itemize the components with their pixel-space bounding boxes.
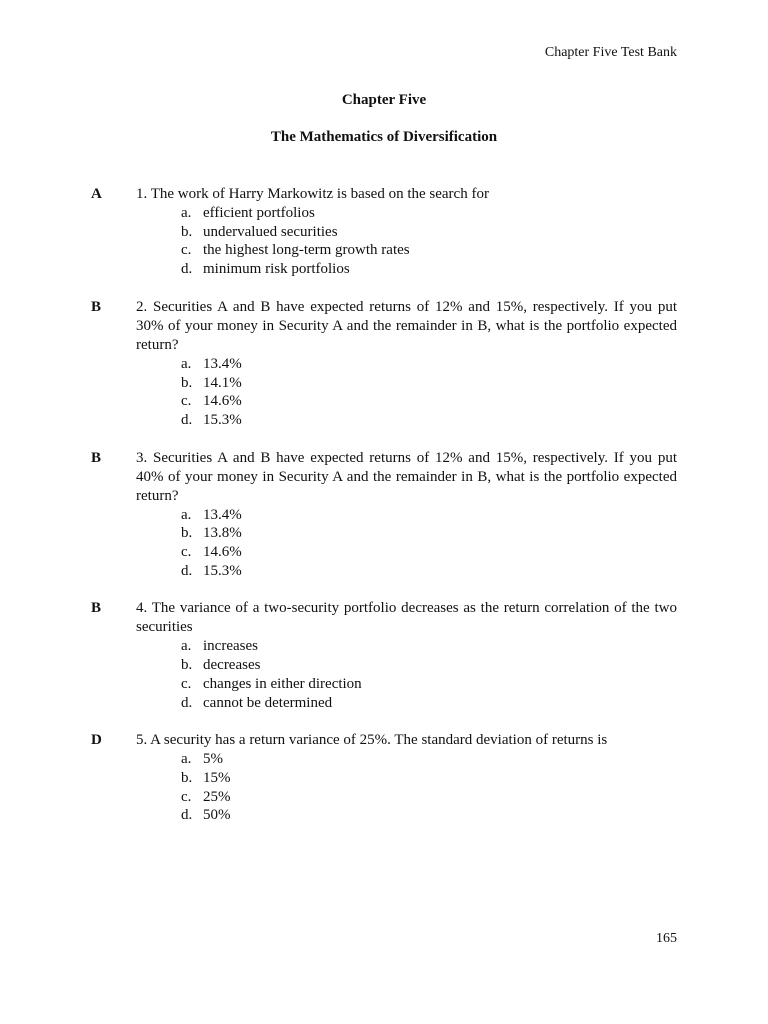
option-c xyxy=(0,543,768,562)
option-d xyxy=(0,562,768,581)
option-b xyxy=(0,656,768,675)
option-text: changes in either direction xyxy=(203,675,362,692)
option-text: cannot be determined xyxy=(203,694,333,711)
question-text: 3. Securities A and B have expected returns of 12% and 15%, respectively. If you put 40% of your money in Security A and the remainder in B, what is the portfolio expected return? xyxy=(136,449,677,504)
option-b xyxy=(0,223,768,242)
option-c xyxy=(0,675,768,694)
option-list xyxy=(0,750,768,825)
question-list xyxy=(0,185,768,844)
answer-key: B xyxy=(91,449,102,466)
option-letter: a. xyxy=(181,506,192,523)
option-list xyxy=(0,637,768,712)
option-letter: c. xyxy=(181,242,192,259)
option-d xyxy=(0,806,768,825)
option-a xyxy=(0,637,768,656)
option-letter: b. xyxy=(181,374,193,391)
question-3 xyxy=(0,449,768,581)
option-letter: b. xyxy=(181,525,193,542)
option-text: 25% xyxy=(203,788,231,805)
option-text: 13.8% xyxy=(203,525,242,542)
option-letter: b. xyxy=(181,769,193,786)
option-letter: b. xyxy=(181,223,193,240)
option-b xyxy=(0,524,768,543)
option-text: increases xyxy=(203,638,258,655)
option-letter: c. xyxy=(181,788,192,805)
option-letter: d. xyxy=(181,807,193,824)
option-d xyxy=(0,694,768,713)
option-d xyxy=(0,411,768,430)
option-letter: a. xyxy=(181,355,192,372)
option-text: minimum risk portfolios xyxy=(203,261,350,278)
option-a xyxy=(0,355,768,374)
option-d xyxy=(0,260,768,279)
option-letter: d. xyxy=(181,411,193,428)
option-b xyxy=(0,374,768,393)
option-letter: a. xyxy=(181,751,192,768)
option-text: 13.4% xyxy=(203,355,242,372)
question-text: 5. A security has a return variance of 25%. The standard deviation of returns is xyxy=(136,732,608,749)
option-text: 14.1% xyxy=(203,374,242,391)
option-text: efficient portfolios xyxy=(203,205,315,221)
option-list xyxy=(0,355,768,430)
question-1 xyxy=(0,185,768,279)
option-a xyxy=(0,506,768,525)
answer-key: D xyxy=(91,732,102,749)
answer-key: B xyxy=(91,298,102,315)
question-4 xyxy=(0,599,768,712)
option-letter: a. xyxy=(181,638,192,655)
option-letter: a. xyxy=(181,205,192,221)
question-2 xyxy=(0,298,768,430)
option-letter: c. xyxy=(181,544,192,561)
chapter-title: Chapter Five xyxy=(341,92,427,108)
option-letter: c. xyxy=(181,393,192,410)
option-c xyxy=(0,788,768,807)
option-text: 14.6% xyxy=(203,393,242,410)
option-text: the highest long-term growth rates xyxy=(203,242,410,259)
answer-key: B xyxy=(91,600,102,617)
question-5 xyxy=(0,731,768,825)
chapter-subtitle: The Mathematics of Diversification xyxy=(270,129,498,145)
question-text: 2. Securities A and B have expected returns of 12% and 15%, respectively. If you put 30% of your money in Security A and the remainder in B, what is the portfolio expected return? xyxy=(136,298,677,353)
question-text: 4. The variance of a two-security portfolio decreases as the return correlation of the two securities xyxy=(136,600,677,636)
option-text: 50% xyxy=(203,807,231,824)
option-list xyxy=(0,204,768,279)
option-letter: b. xyxy=(181,657,193,674)
option-text: decreases xyxy=(203,657,261,674)
option-text: 15% xyxy=(203,769,231,786)
option-a xyxy=(0,750,768,769)
running-header: Chapter Five Test Bank xyxy=(544,45,677,60)
option-a xyxy=(0,204,768,223)
page-number: 165 xyxy=(656,931,677,946)
option-text: 5% xyxy=(203,751,223,768)
option-text: 13.4% xyxy=(203,506,242,523)
option-text: 15.3% xyxy=(203,411,242,428)
option-b xyxy=(0,769,768,788)
option-letter: d. xyxy=(181,694,193,711)
option-text: 14.6% xyxy=(203,544,242,561)
option-text: 15.3% xyxy=(203,562,242,579)
question-text: 1. The work of Harry Markowitz is based on the search for xyxy=(136,186,489,202)
option-list xyxy=(0,506,768,581)
option-letter: c. xyxy=(181,675,192,692)
option-c xyxy=(0,392,768,411)
answer-key: A xyxy=(91,186,102,202)
option-text: undervalued securities xyxy=(203,223,338,240)
option-letter: d. xyxy=(181,562,193,579)
option-letter: d. xyxy=(181,261,193,278)
option-c xyxy=(0,241,768,260)
